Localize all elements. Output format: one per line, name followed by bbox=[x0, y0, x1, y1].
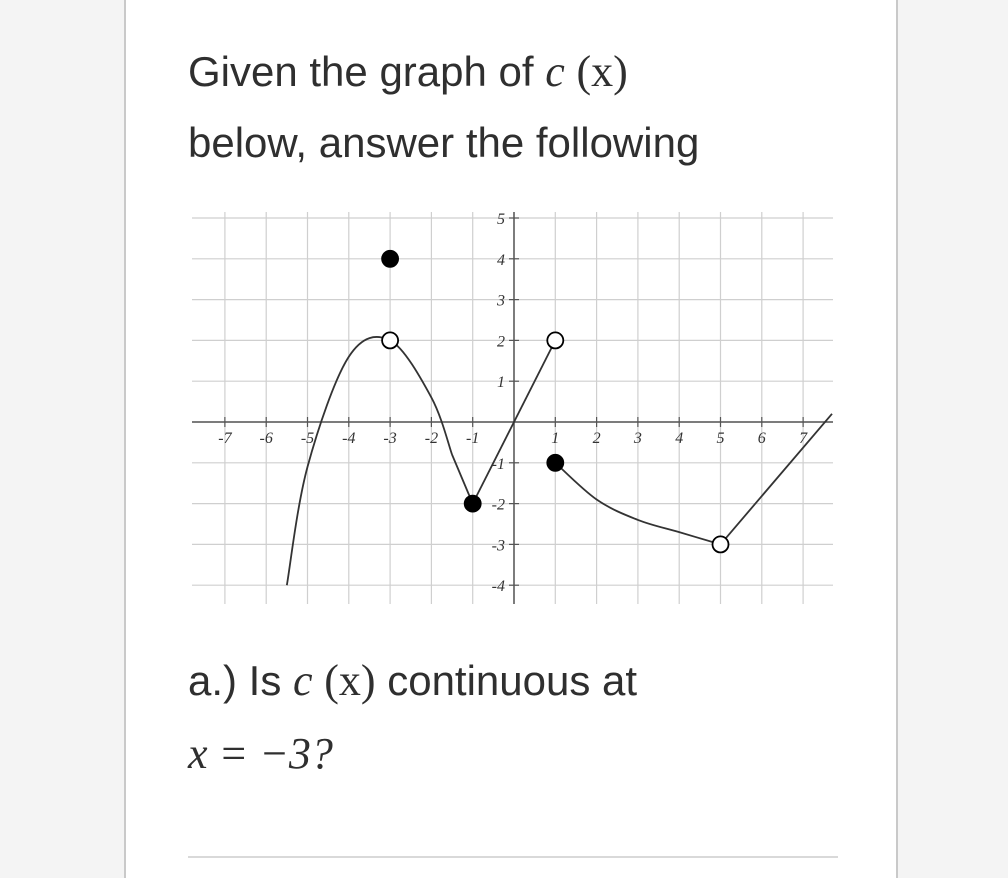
x-tick-label: 7 bbox=[799, 430, 808, 447]
filled-point bbox=[382, 251, 398, 267]
y-tick-label: -3 bbox=[491, 537, 505, 555]
x-tick-label: -2 bbox=[424, 430, 439, 447]
filled-point bbox=[547, 455, 563, 471]
curve-line_right bbox=[721, 414, 833, 545]
question-card bbox=[124, 0, 898, 878]
x-tick-label: -5 bbox=[300, 430, 315, 447]
x-tick-label: 1 bbox=[551, 430, 560, 447]
x-tick-label: 6 bbox=[757, 430, 766, 447]
x-tick-label: -7 bbox=[218, 430, 232, 447]
x-tick-label: -4 bbox=[342, 430, 356, 447]
y-tick-label: -4 bbox=[491, 578, 505, 596]
function-graph bbox=[192, 206, 839, 606]
y-tick-label: 2 bbox=[497, 333, 505, 351]
question-middle: continuous at bbox=[387, 657, 638, 704]
intro-line1: Given the graph of bbox=[188, 48, 534, 95]
function-name: c bbox=[545, 47, 565, 96]
y-tick-label: -2 bbox=[491, 496, 505, 514]
x-tick-label: 3 bbox=[633, 430, 642, 447]
question-a bbox=[188, 644, 828, 790]
function-variable: (x) bbox=[576, 47, 628, 96]
intro-text bbox=[188, 36, 828, 178]
y-tick-label: 1 bbox=[497, 374, 505, 392]
y-tick-label: 3 bbox=[497, 292, 505, 310]
question-function-variable: (x) bbox=[324, 656, 376, 705]
question-prefix: a.) Is bbox=[188, 657, 282, 704]
x-tick-label: 2 bbox=[592, 430, 601, 447]
y-tick-label: -1 bbox=[491, 455, 505, 473]
divider bbox=[188, 856, 838, 858]
x-tick-label: -6 bbox=[259, 430, 273, 447]
x-tick-label: -1 bbox=[466, 430, 480, 447]
x-tick-label: -3 bbox=[383, 430, 397, 447]
x-tick-label: 5 bbox=[716, 430, 725, 447]
question-condition: x = −3? bbox=[188, 729, 333, 778]
question-function-name: c bbox=[293, 656, 313, 705]
curve-parabola bbox=[287, 337, 452, 585]
intro-line2: below, answer the following bbox=[188, 119, 700, 166]
y-tick-label: 4 bbox=[497, 251, 505, 269]
open-point bbox=[713, 536, 729, 552]
filled-point bbox=[465, 496, 481, 512]
open-point bbox=[382, 332, 398, 348]
y-tick-label: 5 bbox=[497, 211, 505, 228]
x-tick-label: 4 bbox=[675, 430, 684, 447]
open-point bbox=[547, 332, 563, 348]
